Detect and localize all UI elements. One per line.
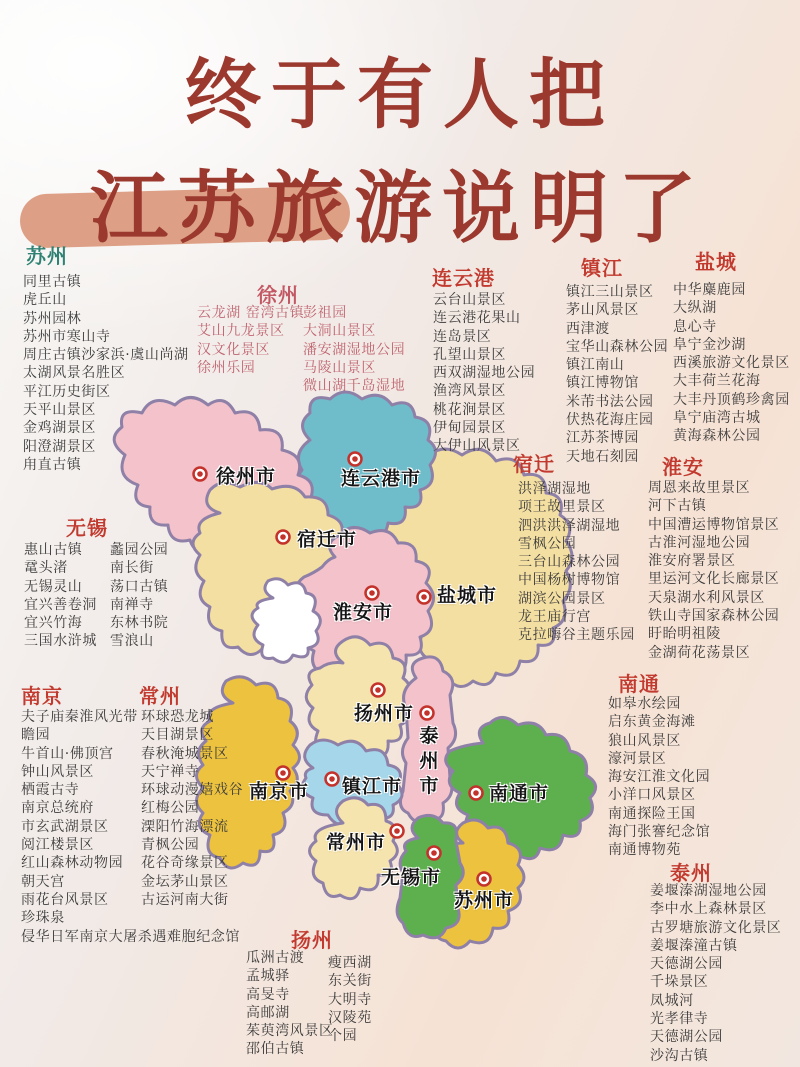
section-header-lianyungang: 连云港 [432,266,495,290]
list-item: 周庄古镇沙家浜·虞山尚湖 [23,347,189,364]
poster-title-line1: 终于有人把 [185,50,615,139]
section-header-taizhou: 泰州 [670,861,712,885]
marker-xuzhou [194,468,207,481]
list-item: 邵伯古镇 [246,1041,305,1058]
marker-suqian [277,531,290,544]
list-item: 南京总统府 [21,800,94,817]
list-item: 光孝律寺 [650,1011,709,1028]
list-item: 宝华山森林公园 [566,338,669,355]
list-item: 千垛景区 [650,974,709,991]
list-item: 泗洪洪泽湖湿地 [518,517,621,534]
list-item: 伊甸园景区 [433,420,506,437]
list-item: 海门张謇纪念馆 [608,824,711,841]
marker-yancheng [418,591,431,604]
map-label-wuxi-city: 无锡市 [380,866,442,889]
list-item: 雪枫公园 [518,535,577,552]
map-label-xuzhou-city: 徐州市 [215,465,277,488]
attraction-list-huaian [648,479,779,662]
list-item: 镇江三山景区 [566,284,654,300]
list-item: 东林书院 [110,615,169,632]
list-item: 海安江淮文化园 [608,769,711,786]
section-header-yancheng: 盐城 [695,250,737,274]
list-item: 淮安府署景区 [648,553,736,570]
list-item: 天宁禅寺 [141,763,200,780]
map-label-suzhou-city: 苏州市 [453,889,515,912]
list-item: 荡口古镇 [110,578,169,595]
list-item: 小洋口风景区 [608,787,696,804]
map-label-taizhou-city: 泰州市 [416,725,439,801]
list-item: 江苏茶博园 [566,430,639,447]
list-item: 金鸡湖景区 [23,420,96,437]
list-item: 天地石刻园 [566,448,639,465]
map-label-yangzhou-city: 扬州市 [353,702,415,725]
list-item: 蠡园公园 [110,542,169,558]
list-item: 伏热花海庄园 [566,412,654,429]
map-label-nanjing-city: 南京市 [248,780,310,803]
list-item: 濠河景区 [608,750,667,767]
list-item: 西溪旅游文化景区 [673,355,790,372]
list-item: 艾山九龙景区 [197,323,285,340]
list-item: 茅山风景区 [566,302,639,319]
marker-suzhou [478,873,491,886]
marker-changzhou [391,825,404,838]
attraction-list-yangzhou-col2 [328,954,372,1045]
list-item: 宜兴竹海 [24,615,83,632]
list-item: 铁山寺国家森林公园 [648,608,780,625]
list-item: 朝天宫 [21,873,65,890]
list-item: 鼋头渚 [24,560,68,577]
attraction-list-zhenjiang [566,283,668,466]
map-label-suqian-city: 宿迁市 [296,528,358,551]
attraction-list-suzhou [23,273,189,474]
list-item: 姜堰溱湖湿地公园 [650,883,767,899]
section-header-yangzhou: 扬州 [291,928,333,952]
list-item: 虎丘山 [23,292,67,309]
section-header-suzhou: 苏州 [26,244,68,268]
list-item: 青枫公园 [141,837,200,854]
list-item: 三台山森林公园 [518,554,621,571]
section-header-huaian: 淮安 [662,455,704,479]
list-item: 无锡灵山 [24,578,83,595]
list-item: 大伊山风景区 [433,438,521,455]
map-label-yancheng-city: 盐城市 [436,584,498,607]
list-item: 湖滨公园景区 [518,590,606,607]
list-item: 太湖风景名胜区 [23,365,126,382]
attraction-list-wuxi-col2 [110,541,168,651]
attraction-list-suqian [518,480,635,645]
list-item: 狼山风景区 [608,732,681,749]
list-item: 周恩来故里景区 [648,480,751,496]
list-item: 大洞山景区 [303,323,376,340]
attraction-list-changzhou [141,708,243,909]
map-label-changzhou-city: 常州市 [325,831,387,854]
list-item: 桃花涧景区 [433,401,506,418]
list-item: 李中水上森林景区 [650,901,767,918]
list-item: 南长街 [110,560,154,577]
poster-title-line2: 江苏旅游说明了 [89,164,706,254]
list-item: 盱眙明祖陵 [648,626,721,643]
list-item: 如皋水绘园 [608,696,681,712]
list-item: 息心寺 [673,318,717,335]
attraction-list-xuzhou-col2 [303,304,405,395]
list-item: 徐州乐园 [197,359,256,376]
list-item: 夫子庙秦淮风光带 [21,709,138,725]
list-item: 溧阳竹海漂流 [141,818,229,835]
list-item: 孟城驿 [246,968,290,985]
attraction-list-wuxi-col1 [24,541,97,651]
list-item: 红山森林动物园 [21,855,124,872]
list-item: 瞻园 [21,727,51,744]
list-item: 平江历史街区 [23,383,111,400]
list-item: 高邮湖 [246,1004,290,1021]
list-item: 姜堰溱潼古镇 [650,937,738,954]
list-item: 凤城河 [650,992,694,1009]
marker-zhenjiang [326,773,339,786]
list-item: 龙王庙行宫 [518,609,591,626]
list-item: 天德湖公园 [650,956,723,973]
list-item: 洪泽湖湿地 [518,481,591,497]
list-item: 西津渡 [566,320,610,337]
list-item: 花谷奇缘景区 [141,855,229,872]
map-label-huaian-city: 淮安市 [332,601,394,624]
list-item: 云龙湖 窑湾古镇 [197,305,305,321]
list-item: 天德湖公园 [650,1029,723,1046]
list-item: 微山湖千岛湿地 [303,378,406,395]
list-item: 牛首山·佛顶宫 [21,745,114,762]
attraction-list-yancheng [673,281,790,446]
list-item: 克拉嗨谷主题乐园 [518,627,635,644]
list-item: 红梅公园 [141,800,200,817]
list-item: 大丰丹顶鹤珍禽园 [673,391,790,408]
list-item: 环球动漫嬉戏谷 [141,782,244,799]
section-header-nanjing: 南京 [21,684,63,708]
section-header-zhenjiang: 镇江 [581,256,623,280]
list-item: 古运河南大街 [141,891,229,908]
marker-nantong [470,787,483,800]
list-item: 惠山古镇 [24,542,83,558]
marker-yangzhou [372,684,385,697]
list-item: 个园 [328,1028,358,1045]
marker-wuxi [428,847,441,860]
list-item: 中华麋鹿园 [673,282,746,298]
list-item: 镇江南山 [566,357,625,374]
list-item: 阜宁金沙湖 [673,336,746,353]
list-item: 同里古镇 [23,274,82,290]
attraction-list-xuzhou-col1 [197,304,304,377]
attraction-list-nantong [608,695,710,860]
list-item: 阳澄湖景区 [23,438,96,455]
list-item: 钟山风景区 [21,763,94,780]
section-header-wuxi: 无锡 [66,516,108,540]
list-item: 马陵山景区 [303,359,376,376]
list-item: 南通探险王国 [608,805,696,822]
attraction-list-yangzhou-col1 [246,949,334,1059]
list-item: 西双湖湿地公园 [433,365,536,382]
list-item: 侵华日军南京大屠杀遇难胞纪念馆 [21,928,240,945]
map-label-zhenjiang-city: 镇江市 [341,775,403,798]
list-item: 河下古镇 [648,498,707,515]
list-item: 阜宁庙湾古城 [673,410,761,427]
list-item: 中国漕运博物馆景区 [648,516,780,533]
list-item: 彭祖园 [303,305,347,321]
list-item: 金坛茅山景区 [141,873,229,890]
attraction-list-taizhou [650,882,781,1065]
list-item: 潘安湖湿地公园 [303,341,406,358]
section-header-nantong: 南通 [618,672,660,696]
list-item: 宜兴善卷洞 [24,596,97,613]
list-item: 瘦西湖 [328,955,372,971]
list-item: 天平山景区 [23,402,96,419]
section-header-suqian: 宿迁 [513,452,555,476]
list-item: 苏州园林 [23,310,82,327]
section-header-xuzhou: 徐州 [257,283,299,307]
list-item: 黄海森林公园 [673,428,761,445]
map-label-nantong-city: 南通市 [488,782,550,805]
list-item: 南禅寺 [110,596,154,613]
list-item: 连云港花果山 [433,310,521,327]
list-item: 苏州市寒山寺 [23,328,111,345]
map-label-lianyungang-city: 连云港市 [340,467,422,490]
list-item: 金湖荷花荡景区 [648,644,751,661]
list-item: 栖霞古寺 [21,782,80,799]
list-item: 米芾书法公园 [566,393,654,410]
list-item: 市玄武湖景区 [21,818,109,835]
list-item: 春秋淹城景区 [141,745,229,762]
attraction-list-lianyungang [433,291,535,456]
list-item: 汉文化景区 [197,341,270,358]
list-item: 雨花台风景区 [21,891,109,908]
list-item: 云台山景区 [433,292,506,308]
list-item: 项王故里景区 [518,499,606,516]
list-item: 连岛景区 [433,328,492,345]
list-item: 里运河文化长廊景区 [648,571,780,588]
list-item: 大明寺 [328,991,372,1008]
list-item: 天泉湖水利风景区 [648,589,765,606]
list-item: 天目湖景区 [141,727,214,744]
list-item: 大纵湖 [673,300,717,317]
section-header-changzhou: 常州 [139,684,181,708]
list-item: 中国杨树博物馆 [518,572,621,589]
list-item: 高旻寺 [246,986,290,1003]
list-item: 镇江博物馆 [566,375,639,392]
list-item: 南通博物苑 [608,842,681,859]
list-item: 珍珠泉 [21,910,65,927]
list-item: 瓜洲古渡 [246,950,305,966]
list-item: 大丰荷兰花海 [673,373,761,390]
marker-taizhou [421,707,434,720]
list-item: 启东黄金海滩 [608,714,696,731]
list-item: 茱萸湾风景区 [246,1023,334,1040]
list-item: 古淮河湿地公园 [648,534,751,551]
list-item: 甪直古镇 [23,456,82,473]
list-item: 东关街 [328,973,372,990]
list-item: 雪浪山 [110,633,154,650]
list-item: 阅江楼景区 [21,837,94,854]
list-item: 沙沟古镇 [650,1047,709,1064]
list-item: 汉陵苑 [328,1009,372,1026]
list-item: 渔湾风景区 [433,383,506,400]
list-item: 环球恐龙城 [141,709,214,725]
list-item: 古罗塘旅游文化景区 [650,919,782,936]
list-item: 三国水浒城 [24,633,97,650]
list-item: 孔望山景区 [433,346,506,363]
